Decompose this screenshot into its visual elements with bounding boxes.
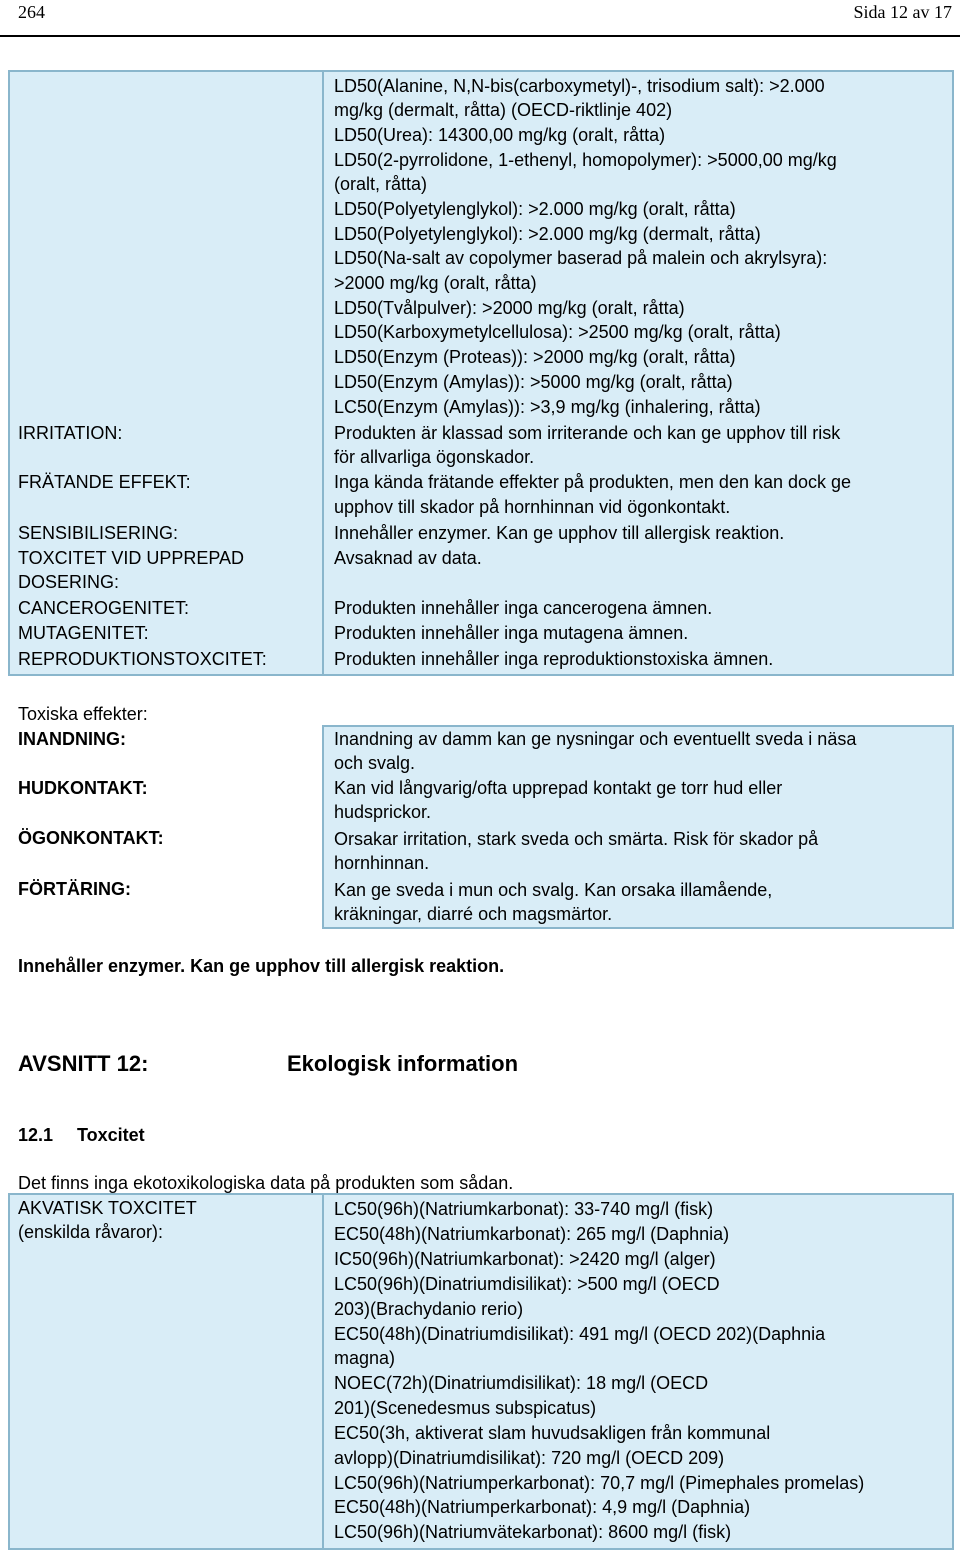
subsection-number: 12.1 [18,1125,54,1145]
aquatic-line: LC50(96h)(Dinatriumdisilikat): >500 mg/l (OECD [334,1274,720,1294]
carcinogenicity-value: Produkten innehåller inga cancerogena ämnen. [334,598,713,618]
corrosive-value-2: upphov till skador på hornhinnan vid ögonkontakt. [334,497,731,517]
ld50-line: LD50(Polyetylenglykol): >2.000 mg/kg (oralt, råtta) [334,199,736,219]
irritation-value: Produkten är klassad som irriterande och kan ge upphov till risk [334,423,841,443]
toxic-effects-title: Toxiska effekter: [18,704,148,724]
header-divider [0,35,960,37]
aquatic-line: 201)(Scenedesmus subspicatus) [334,1398,597,1418]
aquatic-line: EC50(48h)(Natriumkarbonat): 265 mg/l (Daphnia) [334,1224,730,1244]
irritation-label: IRRITATION: [18,423,123,443]
ld50-line: (oralt, råtta) [334,174,428,194]
aquatic-line: 203)(Brachydanio rerio) [334,1299,524,1319]
ingestion-value-2: kräkningar, diarré och magsmärtor. [334,904,613,924]
ingestion-value: Kan ge sveda i mun och svalg. Kan orsaka illamående, [334,880,773,900]
ld50-line: LD50(2-pyrrolidone, 1-ethenyl, homopolymer): >5000,00 mg/kg [334,150,837,170]
carcinogenicity-label: CANCEROGENITET: [18,598,190,618]
ld50-line: LD50(Karboxymetylcellulosa): >2500 mg/kg (oralt, råtta) [334,322,781,342]
enzyme-note: Innehåller enzymer. Kan ge upphov till allergisk reaktion. [18,956,505,976]
page-of: Sida 12 av 17 [853,2,952,22]
ld50-line: LD50(Tvålpulver): >2000 mg/kg (oralt, råtta) [334,298,685,318]
corrosive-label: FRÄTANDE EFFEKT: [18,472,191,492]
section-title: Ekologisk information [287,1051,519,1076]
aquatic-line: avlopp)(Dinatriumdisilikat): 720 mg/l (OECD 209) [334,1448,725,1468]
mutagenicity-value: Produkten innehåller inga mutagena ämnen. [334,623,689,643]
repeated-dose-label-2: DOSERING: [18,572,120,592]
aquatic-label-2: (enskilda råvaror): [18,1222,164,1242]
section-label: AVSNITT 12: [18,1051,149,1076]
reproductive-toxicity-label: REPRODUKTIONSTOXCITET: [18,649,267,669]
reproductive-toxicity-value: Produkten innehåller inga reproduktionstoxiska ämnen. [334,649,774,669]
sensitization-value: Innehåller enzymer. Kan ge upphov till allergisk reaktion. [334,523,785,543]
mutagenicity-label: MUTAGENITET: [18,623,149,643]
skin-contact-label: HUDKONTAKT: [18,778,148,798]
skin-contact-value-2: hudsprickor. [334,802,432,822]
eye-contact-value: Orsakar irritation, stark sveda och smärta. Risk för skador på [334,829,819,849]
ld50-line: LC50(Enzym (Amylas)): >3,9 mg/kg (inhalering, råtta) [334,397,761,417]
aquatic-line: EC50(3h, aktiverat slam huvudsakligen från kommunal [334,1423,771,1443]
inhalation-label: INANDNING: [18,729,126,749]
ld50-line: >2000 mg/kg (oralt, råtta) [334,273,537,293]
aquatic-label-cell [8,1193,324,1550]
repeated-dose-value: Avsaknad av data. [334,548,482,568]
skin-contact-value: Kan vid långvarig/ofta upprepad kontakt ge torr hud eller [334,778,783,798]
aquatic-line: EC50(48h)(Dinatriumdisilikat): 491 mg/l (OECD 202)(Daphnia [334,1324,826,1344]
inhalation-value: Inandning av damm kan ge nysningar och eventuellt sveda i näsa [334,729,857,749]
corrosive-value: Inga kända frätande effekter på produkten, men den kan dock ge [334,472,852,492]
ld50-line: LD50(Urea): 14300,00 mg/kg (oralt, råtta) [334,125,666,145]
aquatic-line: NOEC(72h)(Dinatriumdisilikat): 18 mg/l (OECD [334,1373,709,1393]
ld50-line: LD50(Alanine, N,N-bis(carboxymetyl)-, trisodium salt): >2.000 [334,76,825,96]
sensitization-label: SENSIBILISERING: [18,523,179,543]
aquatic-label: AKVATISK TOXCITET [18,1198,197,1218]
repeated-dose-label: TOXCITET VID UPPREPAD [18,548,245,568]
aquatic-line: IC50(96h)(Natriumkarbonat): >2420 mg/l (alger) [334,1249,716,1269]
ld50-line: LD50(Enzym (Proteas)): >2000 mg/kg (oralt, råtta) [334,347,736,367]
ld50-line: LD50(Na-salt av copolymer baserad på malein och akrylsyra): [334,248,828,268]
aquatic-line: LC50(96h)(Natriumvätekarbonat): 8600 mg/l (fisk) [334,1522,732,1542]
inhalation-value-2: och svalg. [334,753,416,773]
aquatic-line: magna) [334,1348,396,1368]
ld50-line: LD50(Enzym (Amylas)): >5000 mg/kg (oralt, råtta) [334,372,733,392]
eye-contact-label: ÖGONKONTAKT: [18,828,164,848]
aquatic-line: LC50(96h)(Natriumperkarbonat): 70,7 mg/l (Pimephales promelas) [334,1473,865,1493]
ld50-line: LD50(Polyetylenglykol): >2.000 mg/kg (dermalt, råtta) [334,224,761,244]
page-number: 264 [18,2,45,22]
ingestion-label: FÖRTÄRING: [18,879,131,899]
irritation-value-2: för allvarliga ögonskador. [334,447,535,467]
subsection-title: Toxcitet [77,1125,145,1145]
ld50-line: mg/kg (dermalt, råtta) (OECD-riktlinje 402) [334,100,673,120]
eye-contact-value-2: hornhinnan. [334,853,430,873]
aquatic-line: EC50(48h)(Natriumperkarbonat): 4,9 mg/l (Daphnia) [334,1497,751,1517]
eco-intro: Det finns inga ekotoxikologiska data på produkten som sådan. [18,1173,514,1193]
aquatic-line: LC50(96h)(Natriumkarbonat): 33-740 mg/l (fisk) [334,1199,714,1219]
